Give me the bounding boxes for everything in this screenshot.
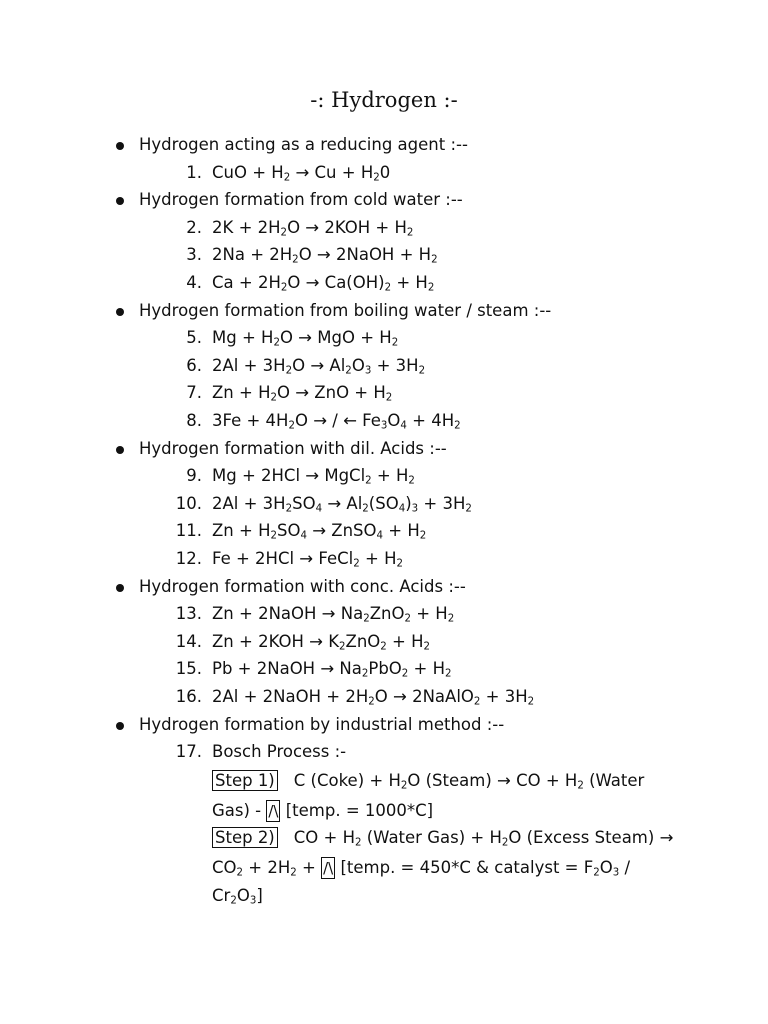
equation-number: 17. <box>175 742 202 762</box>
equation-text: $Zn + H_2SO_4$ → ZnSO$_4$ + $H_2$ <box>212 521 427 542</box>
step-continuation: $Cr_2O_3$] <box>212 886 263 907</box>
bullet-icon <box>116 308 124 316</box>
equation-number: 7. <box>186 383 202 403</box>
step-text: CO + $H_2$ (Water $Gas) + H_2O$ (Excess Steam) → <box>293 828 674 849</box>
bullet-icon <box>116 446 124 454</box>
equation-text: Fe + 2HCl → FeCl$_2$ + $H_2$ <box>212 549 403 570</box>
equation-number: 1. <box>186 162 202 182</box>
section-heading: Hydrogen acting as a reducing agent :-- <box>139 135 468 154</box>
equation-text: $Zn + 2KOH \to K_2ZnO_2 + H_2$ <box>212 631 431 653</box>
equation-item <box>166 549 403 569</box>
equation-number: 10. <box>175 493 202 513</box>
step-continuation: Gas) - /\ [temp. = 1000*C] <box>212 800 434 820</box>
equation-text: $3Fe + 4H_2O$ → / ← $Fe_3O_4 + 4H_2$ <box>212 411 461 432</box>
equation-number: 3. <box>186 245 202 265</box>
equation-item <box>166 245 438 265</box>
equation-text: $2Na + 2H_2O$ → 2NaOH + $H_2$ <box>212 245 438 266</box>
equation-text: Bosch Process :- <box>212 742 347 762</box>
section-heading: Hydrogen formation with conc. Acids :-- <box>139 576 466 596</box>
equation-item <box>166 521 426 541</box>
equation-item <box>166 273 434 293</box>
equation-item <box>166 604 454 624</box>
equation-text: Zn + 2NaOH → $Na_2ZnO_2 + H_2$ <box>212 604 455 625</box>
equation-text: $2K + 2H_2O \to 2KOH + H_2$ <box>212 217 414 239</box>
bullet-icon <box>116 142 124 150</box>
equation-text: 2Al + 2NaOH + $2H_2O$ → 2NaAlO$_2$ + $3H_2$ <box>212 687 535 708</box>
equation-text: Mg + 2HCl → MgCl$_2$ + $H_2$ <box>212 466 415 487</box>
step-continuation: $CO_2 + 2H_2$ + /\ [temp. = 450*C & catalyst = $F_2O_3$ / <box>212 858 631 879</box>
equation-number: 14. <box>175 631 202 651</box>
equation-item <box>166 411 461 431</box>
equation-number: 6. <box>186 355 202 375</box>
equation-item <box>166 356 425 376</box>
step-label: Step 1) <box>212 770 278 791</box>
equation-text: $2Al + 3H_2SO_4 \to Al_2(SO_4)_3 + 3H_2$ <box>212 493 472 515</box>
equation-item <box>166 383 392 403</box>
equation-number: 2. <box>186 217 202 237</box>
equation-text: $Ca + 2H_2O \to Ca(OH)_2 + H_2$ <box>212 273 435 294</box>
equation-text: Pb + 2NaOH → $Na_2PbO_2 + H_2$ <box>212 659 452 680</box>
equation-number: 15. <box>175 659 202 679</box>
equation-text: $Zn + H_2O$ → ZnO + $H_2$ <box>212 383 393 404</box>
bullet-icon <box>116 584 124 592</box>
equation-number: 13. <box>175 604 202 624</box>
equation-text: $2Al + 3H_2O \to Al_2O_3 + 3H_2$ <box>212 355 426 377</box>
equation-number: 12. <box>175 549 202 568</box>
section-heading: Hydrogen formation with dil. Acids :-- <box>139 438 447 458</box>
equation-item <box>166 494 472 514</box>
equation-item <box>166 218 413 238</box>
bullet-icon <box>116 722 124 730</box>
equation-item <box>166 687 534 707</box>
equation-item <box>166 328 398 348</box>
section-heading: Hydrogen formation from boiling water / steam :-- <box>139 300 552 320</box>
step-line <box>212 771 644 791</box>
equation-item <box>166 659 452 679</box>
step-text: C (Coke) + $H_2O$ (Steam) → CO + $H_2$ (Water <box>293 770 645 792</box>
equation-item <box>166 742 346 762</box>
equation-item <box>166 466 415 486</box>
section-heading: Hydrogen formation from cold water :-- <box>139 190 463 210</box>
equation-text: $Mg + H_2O$ → MgO + $H_2$ <box>212 328 399 349</box>
equation-number: 16. <box>175 687 202 706</box>
equation-item <box>166 163 390 183</box>
page-title: -: Hydrogen :- <box>310 88 458 112</box>
equation-item <box>166 632 430 652</box>
section-heading: Hydrogen formation by industrial method :-- <box>139 714 505 734</box>
equation-number: 5. <box>186 328 202 348</box>
equation-number: 4. <box>186 273 202 292</box>
equation-number: 8. <box>186 411 202 430</box>
bullet-icon <box>116 197 124 205</box>
step-line <box>212 828 673 848</box>
step-label: Step 2) <box>212 827 278 848</box>
equation-text: CuO + $H_2 \to Cu + H_20$ <box>212 162 391 184</box>
equation-number: 9. <box>186 466 202 486</box>
equation-number: 11. <box>175 521 202 541</box>
